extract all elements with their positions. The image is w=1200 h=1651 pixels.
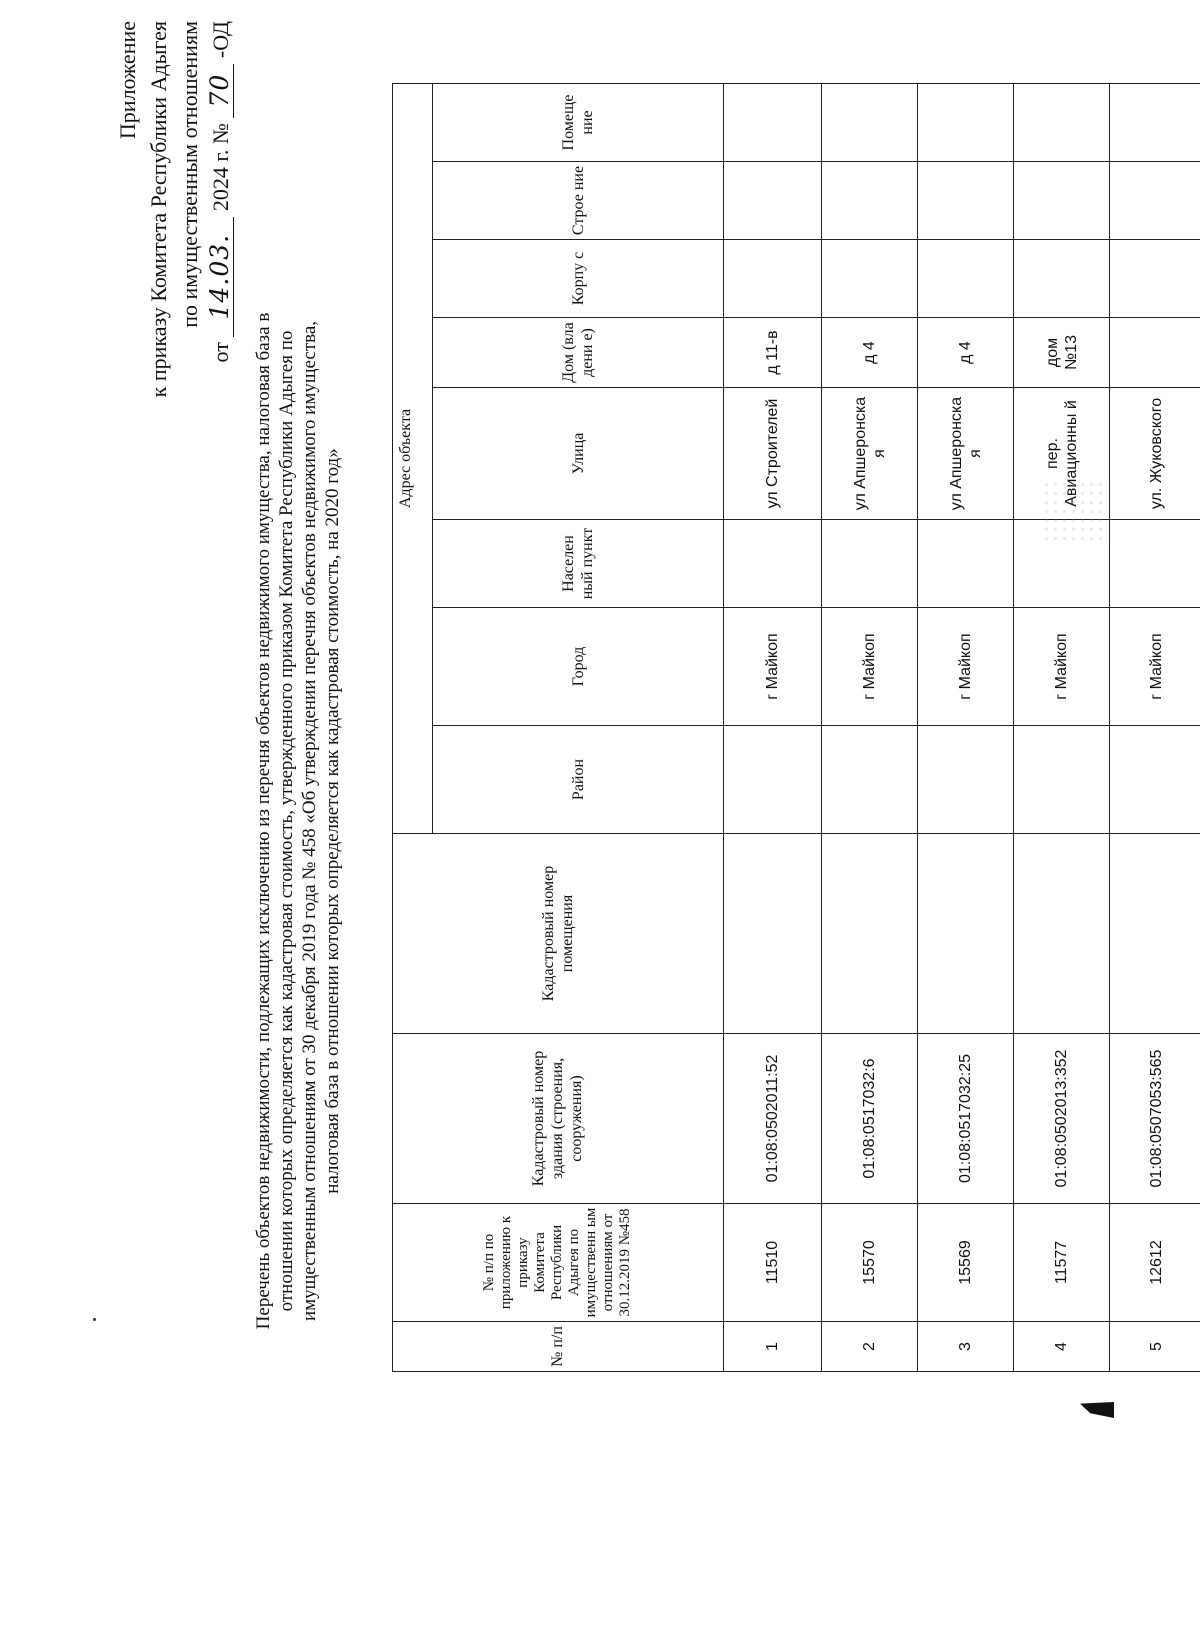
cell-corpus (1110, 240, 1200, 318)
cell-district (822, 726, 918, 834)
cell-city: г Майкоп (1014, 608, 1110, 726)
cell-room (1110, 83, 1200, 161)
cell-corpus (822, 240, 918, 318)
cell-street: ул. Жуковского (1110, 388, 1200, 520)
header-room: Помеще ние (433, 83, 724, 161)
cell-house: д 4 (918, 318, 1014, 388)
cell-district (918, 726, 1014, 834)
cell-room (723, 83, 822, 161)
cell-room-cad (723, 834, 822, 1034)
cell-ref: 15569 (918, 1204, 1014, 1322)
cell-corpus (918, 240, 1014, 318)
cell-city: г Майкоп (822, 608, 918, 726)
cell-building (1110, 162, 1200, 240)
cell-ref: 11577 (1014, 1204, 1110, 1322)
header-corpus: Корпу с (433, 240, 724, 318)
objects-table (392, 83, 1200, 1372)
cell-house: д 4 (822, 318, 918, 388)
scan-speckle (1042, 480, 1112, 540)
cell-building-cad: 01:08:0502011:52 (723, 1034, 822, 1204)
cell-building-cad: 01:08:0507053:565 (1110, 1034, 1200, 1204)
header-street: Улица (433, 388, 724, 520)
cell-settlement (1110, 520, 1200, 608)
appendix-title: Приложение (115, 21, 140, 140)
cell-building (723, 162, 822, 240)
cell-room-cad (1014, 834, 1110, 1034)
cell-ref: 15570 (822, 1204, 918, 1322)
cell-house: д 11-в (723, 318, 822, 388)
appendix-order-line: к приказу Комитета Республики Адыгея (146, 21, 171, 398)
cell-building-cad: 01:08:0502013:352 (1014, 1034, 1110, 1204)
cell-district (723, 726, 822, 834)
header-address-group: Адрес объекта (393, 83, 433, 833)
header-city: Город (433, 608, 724, 726)
table-row (1110, 83, 1200, 1371)
cell-building-cad: 01:08:0517032:6 (822, 1034, 918, 1204)
cell-num: 4 (1014, 1322, 1110, 1372)
cell-room-cad (1110, 834, 1200, 1034)
handwritten-number: 70 (208, 64, 234, 118)
header-building-cad: Кадастровый номер здания (строения, сооружения) (393, 1034, 724, 1204)
cell-num: 1 (723, 1322, 822, 1372)
table-row (723, 83, 822, 1371)
cell-num: 3 (918, 1322, 1014, 1372)
cell-city: г Майкоп (723, 608, 822, 726)
handwritten-date: 14.03. (208, 217, 234, 337)
cell-city: г Майкоп (1110, 608, 1200, 726)
cell-settlement (918, 520, 1014, 608)
date-prefix: от (208, 342, 233, 363)
table-row (822, 83, 918, 1371)
cell-settlement (822, 520, 918, 608)
header-district: Район (433, 726, 724, 834)
cell-city: г Майкоп (918, 608, 1014, 726)
table-row (918, 83, 1014, 1371)
cell-ref: 11510 (723, 1204, 822, 1322)
header-settlement: Населен ный пункт (433, 520, 724, 608)
cell-num: 5 (1110, 1322, 1200, 1372)
table-header-row (393, 83, 433, 1371)
cell-ref: 12612 (1110, 1204, 1200, 1322)
header-building: Строе ние (433, 162, 724, 240)
cell-building (822, 162, 918, 240)
cell-district (1110, 726, 1200, 834)
document-title: Перечень объектов недвижимости, подлежащих исключению из перечня объектов недвижимого имущества, налоговая база в отношении которых определяется как кадастровая стоимость, утвержденного приказом Комитета Республики Адыгея по имущественным отношениям от 30 декабря 2019 года № 458 «Об утверждении перечня объектов недвижимого имущества, налоговая база в отношении которых определяется как кадастровая стоимость, на 2020 год» (253, 312, 343, 1330)
cell-building-cad: 01:08:0517032:25 (918, 1034, 1014, 1204)
cell-street: пер. Авиационны й (1014, 388, 1110, 520)
cell-building (918, 162, 1014, 240)
cell-settlement (723, 520, 822, 608)
cell-num: 2 (822, 1322, 918, 1372)
cell-house (1110, 318, 1200, 388)
cell-building (1014, 162, 1110, 240)
header-ref-num: № п/п по приложению к приказу Комитета Республики Адыгея по имущественн ым отношениям от 30.12.2019 №458 (393, 1204, 724, 1322)
header-num: № п/п (393, 1322, 724, 1372)
year-text: 2024 г. № (208, 123, 233, 212)
header-house: Дом (вла дени е) (433, 318, 724, 388)
header-room-cad: Кадастровый номер помещения (393, 834, 724, 1034)
cell-street: ул Апшеронска я (918, 388, 1014, 520)
cell-house: дом №13 (1014, 318, 1110, 388)
cell-room (822, 83, 918, 161)
cell-room-cad (918, 834, 1014, 1034)
cell-room-cad (822, 834, 918, 1034)
cell-room (1014, 83, 1110, 161)
cell-district (1014, 726, 1110, 834)
cell-room (918, 83, 1014, 161)
appendix-header (112, 21, 236, 441)
cell-corpus (723, 240, 822, 318)
cell-street: ул Строителей (723, 388, 822, 520)
cell-corpus (1014, 240, 1110, 318)
appendix-date-line (205, 21, 236, 441)
number-suffix: -ОД (208, 21, 233, 59)
table-row (1014, 83, 1110, 1371)
cell-street: ул Апшеронска я (822, 388, 918, 520)
scan-dot (93, 1318, 96, 1321)
appendix-committee-line: по имущественным отношениям (177, 21, 202, 328)
